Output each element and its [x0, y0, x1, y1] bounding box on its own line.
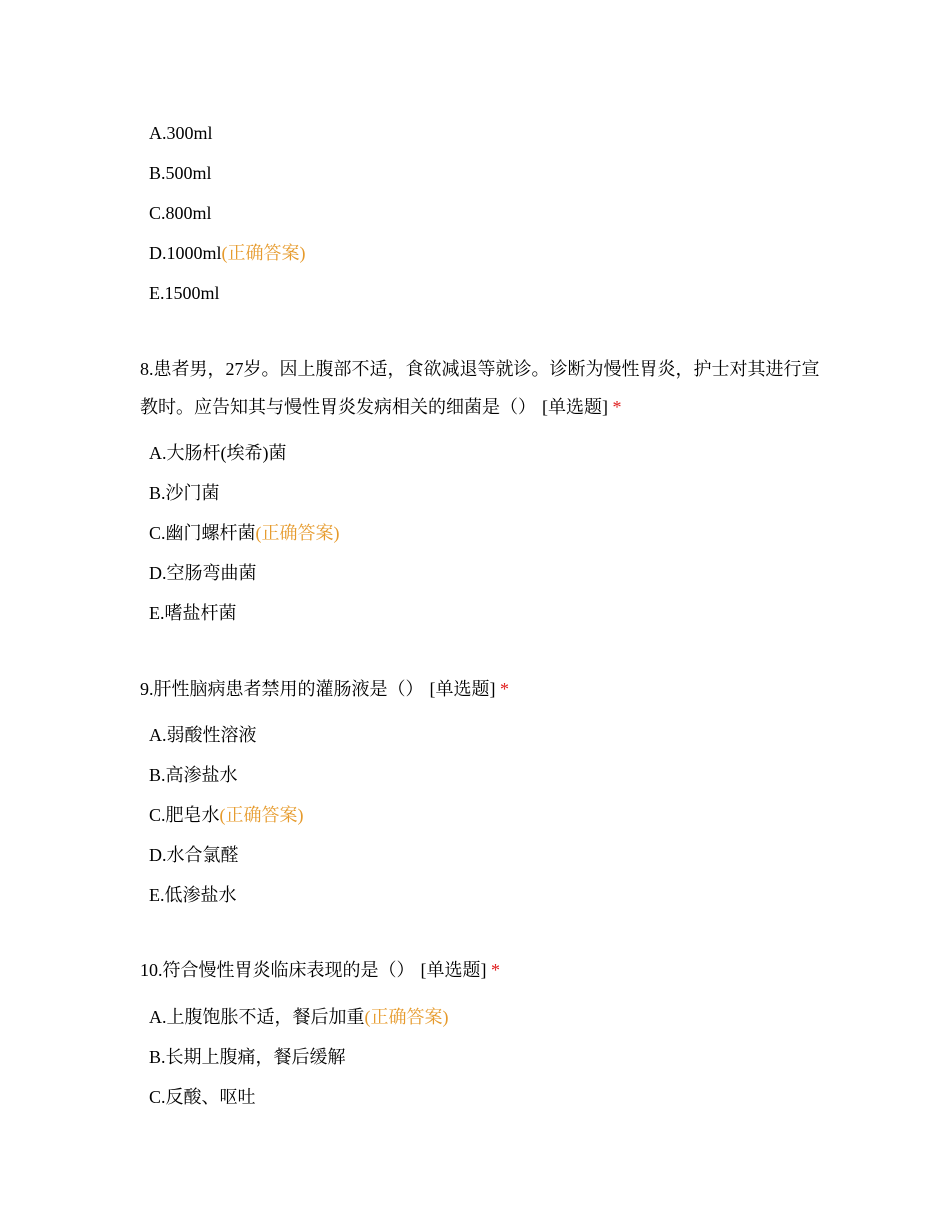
correct-answer-label: (正确答案) [219, 805, 304, 825]
q7-option-b: B.500ml [149, 163, 212, 183]
correct-answer-label: (正确答案) [221, 243, 306, 263]
q9-option-a: A.弱酸性溶液 [149, 725, 257, 745]
q10-option-c: C.反酸、呕吐 [149, 1087, 256, 1107]
q7-option-e: E.1500ml [149, 283, 220, 303]
q9-option-e: E.低渗盐水 [149, 885, 237, 905]
q8-option-c: C.幽门螺杆菌(正确答案) [149, 523, 340, 543]
required-mark: * [612, 397, 622, 417]
q10-option-b: B.长期上腹痛，餐后缓解 [149, 1047, 346, 1067]
required-mark: * [500, 679, 509, 699]
q8-option-b: B.沙门菌 [149, 483, 220, 503]
q10-stem: 10.符合慢性胃炎临床表现的是（） [单选题] * [140, 960, 500, 980]
q8-stem: 8.患者男，27岁。因上腹部不适，食欲减退等就诊。诊断为慢性胃炎，护士对其进行宣教时。应告知其与慢性胃炎发病相关的细菌是（） [单选题] * [140, 359, 820, 417]
question-type-label: [单选题] [542, 397, 608, 417]
q8-option-a: A.大肠杆(埃希)菌 [149, 443, 287, 463]
q9-stem: 9.肝性脑病患者禁用的灌肠液是（） [单选题] * [140, 679, 509, 699]
q7-option-c: C.800ml [149, 203, 212, 223]
q9-option-d: D.水合氯醛 [149, 845, 239, 865]
correct-answer-label: (正确答案) [255, 523, 340, 543]
correct-answer-label: (正确答案) [364, 1007, 449, 1027]
q8-option-d: D.空肠弯曲菌 [149, 563, 257, 583]
q9-option-b: B.高渗盐水 [149, 765, 238, 785]
q7-option-d: D.1000ml(正确答案) [149, 243, 306, 263]
q7-option-a: A.300ml [149, 123, 213, 143]
question-type-label: [单选题] [429, 679, 496, 699]
q9-option-c: C.肥皂水(正确答案) [149, 805, 304, 825]
q8-option-e: E.嗜盐杆菌 [149, 603, 237, 623]
required-mark: * [491, 960, 500, 980]
q10-option-a: A.上腹饱胀不适，餐后加重(正确答案) [149, 1007, 449, 1027]
question-type-label: [单选题] [420, 960, 487, 980]
